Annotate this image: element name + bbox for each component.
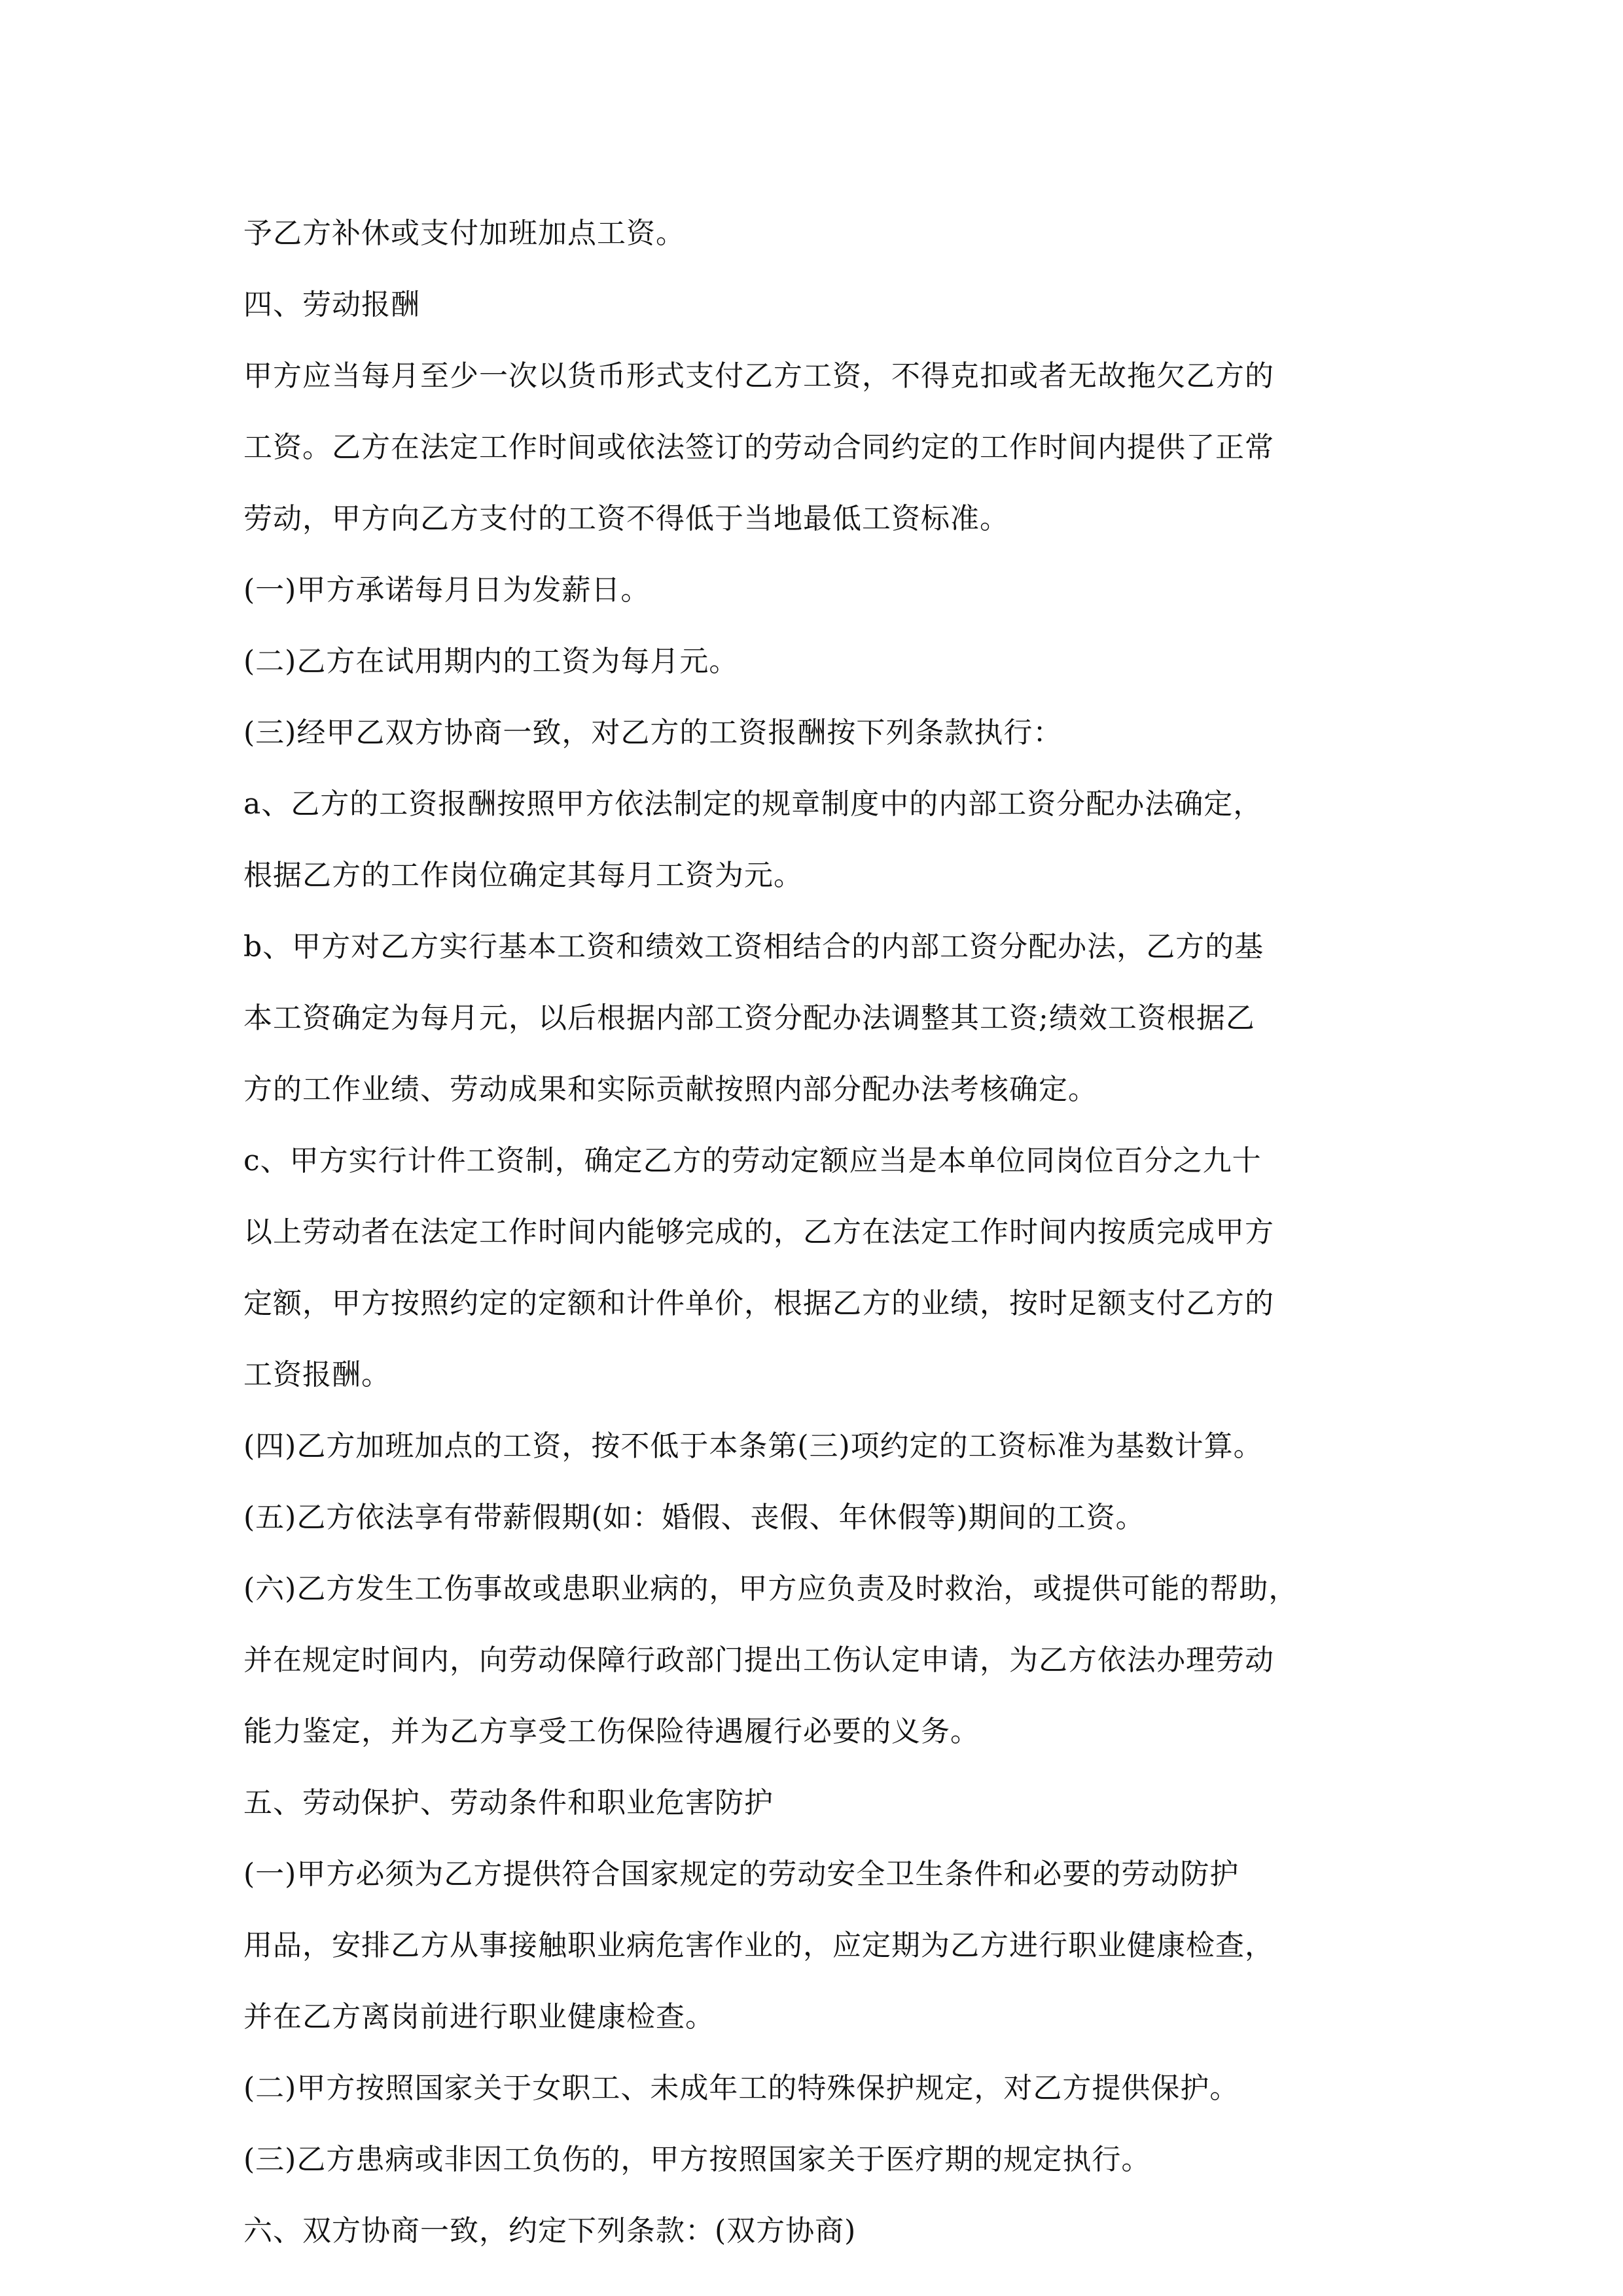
section-heading-agreed-terms: 六、双方协商一致，约定下列条款：(双方协商) xyxy=(243,2214,857,2248)
document-body xyxy=(243,198,1395,2267)
clause-line: (二)乙方在试用期内的工资为每月元。 xyxy=(243,645,739,678)
text-line: c、甲方实行计件工资制，确定乙方的劳动定额应当是本单位同岗位百分之九十 xyxy=(243,1144,1262,1177)
clause-line: (三)乙方患病或非因工负伤的，甲方按照国家关于医疗期的规定执行。 xyxy=(243,2143,1151,2176)
text-line: 用品，安排乙方从事接触职业病危害作业的，应定期为乙方进行职业健康检查， xyxy=(243,1929,1274,1962)
clause-line: (一)甲方承诺每月日为发薪日。 xyxy=(243,573,651,607)
clause-line: (二)甲方按照国家关于女职工、未成年工的特殊保护规定，对乙方提供保护。 xyxy=(243,2072,1240,2105)
text-line: 根据乙方的工作岗位确定其每月工资为元。 xyxy=(243,859,803,892)
text-line: 定额，甲方按照约定的定额和计件单价，根据乙方的业绩，按时足额支付乙方的 xyxy=(243,1287,1274,1320)
text-line: 本工资确定为每月元，以后根据内部工资分配办法调整其工资;绩效工资根据乙 xyxy=(243,1001,1255,1035)
clause-line: (六)乙方发生工伤事故或患职业病的，甲方应负责及时救治，或提供可能的帮助， xyxy=(243,1572,1298,1605)
text-line: 甲方应当每月至少一次以货币形式支付乙方工资，不得克扣或者无故拖欠乙方的 xyxy=(243,359,1274,393)
text-line: 并在乙方离岗前进行职业健康检查。 xyxy=(243,2000,715,2034)
clause-line: (五)乙方依法享有带薪假期(如：婚假、丧假、年休假等)期间的工资。 xyxy=(243,1501,1145,1534)
section-heading-remuneration: 四、劳动报酬 xyxy=(243,288,420,321)
clause-line: (一)甲方必须为乙方提供符合国家规定的劳动安全卫生条件和必要的劳动防护 xyxy=(243,1857,1240,1891)
clause-line: (四)乙方加班加点的工资，按不低于本条第(三)项约定的工资标准为基数计算。 xyxy=(243,1429,1263,1463)
text-line: 工资报酬。 xyxy=(243,1358,391,1391)
text-line: a、乙方的工资报酬按照甲方依法制定的规章制度中的内部工资分配办法确定， xyxy=(243,787,1263,821)
text-line: 以上劳动者在法定工作时间内能够完成的，乙方在法定工作时间内按质完成甲方 xyxy=(243,1215,1274,1249)
clause-line: (三)经甲乙双方协商一致，对乙方的工资报酬按下列条款执行： xyxy=(243,716,1063,749)
text-line: 能力鉴定，并为乙方享受工伤保险待遇履行必要的义务。 xyxy=(243,1715,980,1748)
text-line: 方的工作业绩、劳动成果和实际贡献按照内部分配办法考核确定。 xyxy=(243,1073,1097,1106)
text-line: 劳动，甲方向乙方支付的工资不得低于当地最低工资标准。 xyxy=(243,502,1009,535)
text-line: b、甲方对乙方实行基本工资和绩效工资相结合的内部工资分配办法，乙方的基 xyxy=(243,930,1264,963)
text-line: 工资。乙方在法定工作时间或依法签订的劳动合同约定的工作时间内提供了正常 xyxy=(243,431,1274,464)
text-line: 并在规定时间内，向劳动保障行政部门提出工伤认定申请，为乙方依法办理劳动 xyxy=(243,1643,1274,1677)
text-line: 予乙方补休或支付加班加点工资。 xyxy=(243,217,685,250)
section-heading-protection: 五、劳动保护、劳动条件和职业危害防护 xyxy=(243,1786,774,1820)
